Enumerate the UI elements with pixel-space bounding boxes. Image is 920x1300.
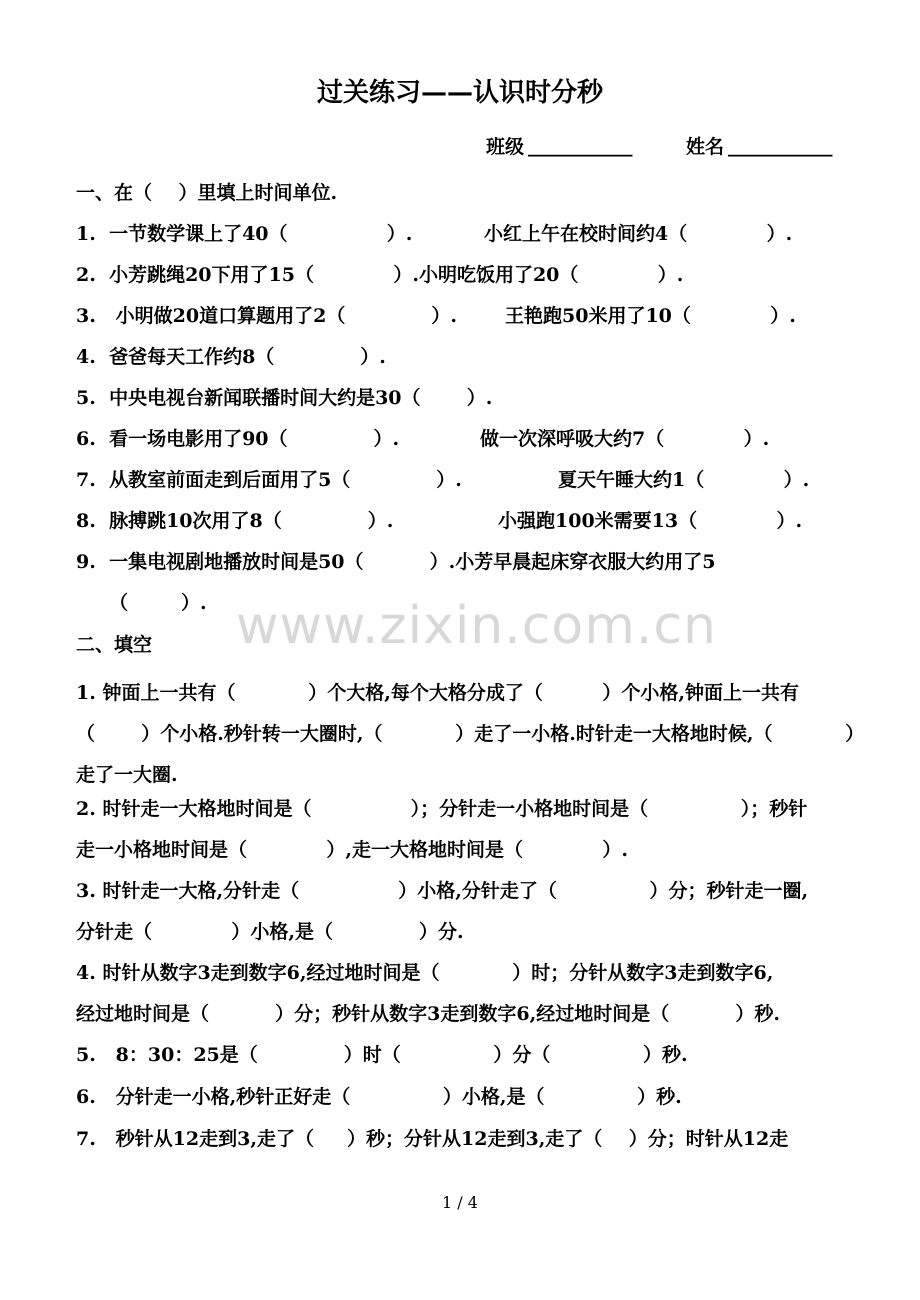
name-label: 姓名 <box>686 136 725 158</box>
question-line: 8. 脉搏跳10次用了8（ ）. <box>76 510 394 532</box>
fill-line: 经过地时间是（ ）分；秒针从数字3走到数字6,经过地时间是（ ）秒. <box>76 1003 780 1025</box>
name-blank[interactable]: ___________ <box>728 135 833 157</box>
fill-line: 4. 时针从数字3走到数字6,经过地时间是（ ）时；分针从数字3走到数字6, <box>76 962 774 984</box>
question-line: 5. 中央电视台新闻联播时间大约是30（ ）. <box>76 387 493 409</box>
fill-line: 走一小格地时间是（ ）,走一大格地时间是（ ）. <box>76 839 628 861</box>
fill-line: 分针走（ ）小格,是（ ）分. <box>76 921 464 943</box>
question-line: 1. 一节数学课上了40（ ）. <box>76 223 413 245</box>
page-number: 1 / 4 <box>442 1193 478 1212</box>
fill-line: 3. 时针走一大格,分针走（ ）小格,分针走了（ ）分；秒针走一圈, <box>76 880 809 902</box>
question-line: 小强跑100米需要13（ ）. <box>498 510 803 532</box>
fill-line: 2. 时针走一大格地时间是（ ）；分针走一小格地时间是（ ）；秒针 <box>76 798 808 820</box>
class-blank[interactable]: ___________ <box>528 135 633 157</box>
watermark: www.zixin.com.cn <box>236 596 717 656</box>
question-line: 7. 从教室前面走到后面用了5（ ）. <box>76 469 462 491</box>
question-line: 6. 看一场电影用了90（ ）. <box>76 428 400 450</box>
page-title: 过关练习——认识时分秒 <box>316 78 603 108</box>
fill-line: 1. 钟面上一共有（ ）个大格,每个大格分成了（ ）个小格,钟面上一共有 <box>76 682 799 704</box>
section2-heading: 二、填空 <box>76 634 153 656</box>
fill-line: 走了一大圈. <box>76 764 178 786</box>
section1-heading: 一、在（ ）里填上时间单位. <box>76 182 338 204</box>
class-label: 班级 <box>486 136 525 158</box>
question-line: 3. 小明做20道口算题用了2（ ）. <box>76 305 457 327</box>
fill-line: 5. 8：30：25是（ ）时（ ）分（ ）秒. <box>76 1044 688 1066</box>
question-line: （ ）. <box>76 592 207 614</box>
question-line: 小红上午在校时间约4（ ）. <box>484 223 793 245</box>
question-line: 做一次深呼吸大约7（ ）. <box>480 428 770 450</box>
question-line: 2. 小芳跳绳20下用了15（ ）.小明吃饭用了20（ ）. <box>76 264 684 286</box>
fill-line: 7. 秒针从12走到3,走了（ ）秒；分针从12走到3,走了（ ）分；时针从12走 <box>76 1128 789 1150</box>
question-line: 4. 爸爸每天工作约8（ ）. <box>76 346 386 368</box>
fill-line: （ ）个小格.秒针转一大圈时,（ ）走了一小格.时针走一大格地时候,（ ） <box>76 723 865 745</box>
question-line: 夏天午睡大约1（ ）. <box>558 469 810 491</box>
question-line: 9. 一集电视剧地播放时间是50（ ）.小芳早晨起床穿衣服大约用了5 <box>76 551 716 573</box>
question-line: 王艳跑50米用了10（ ）. <box>505 305 796 327</box>
fill-line: 6. 分针走一小格,秒针正好走（ ）小格,是（ ）秒. <box>76 1086 682 1108</box>
